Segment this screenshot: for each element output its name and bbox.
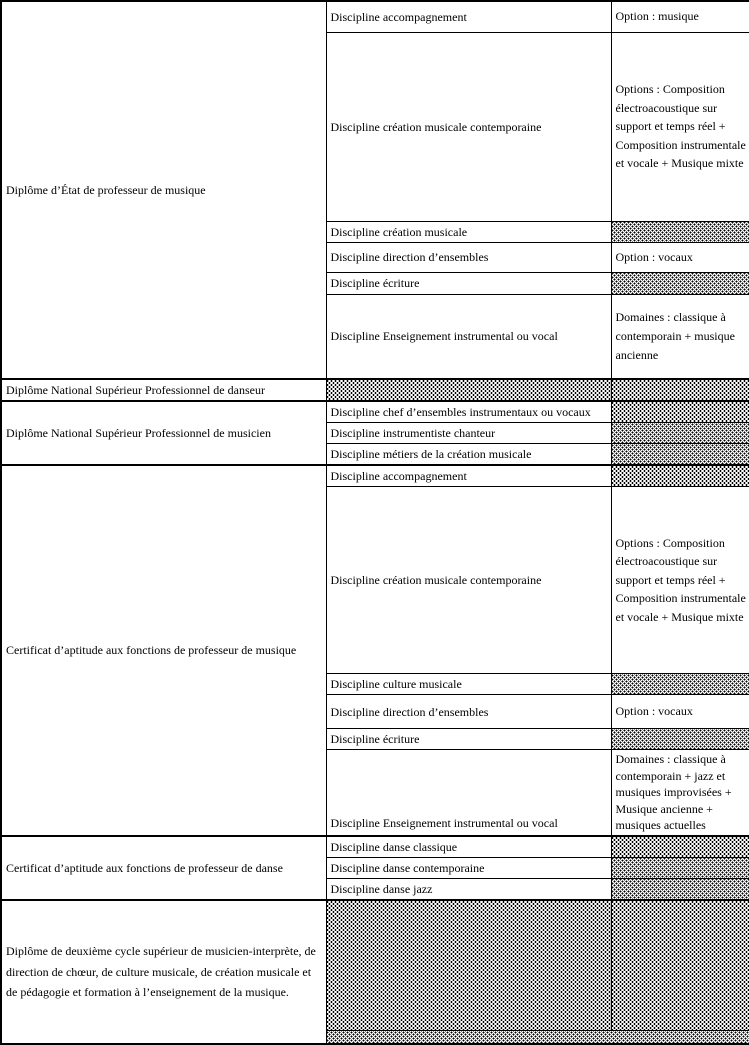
table-row (1, 379, 749, 401)
table-row (1, 836, 749, 858)
diploma-title-cell: Certificat d’aptitude aux fonctions de professeur de danse (1, 836, 326, 900)
discipline-cell: Discipline instrumentiste chanteur (326, 423, 611, 444)
hatched-cell (611, 401, 749, 423)
discipline-cell: Discipline métiers de la création musicale (326, 444, 611, 466)
discipline-cell: Discipline création musicale contemporaine (326, 32, 611, 221)
table-row (1, 401, 749, 423)
discipline-cell: Discipline direction d’ensembles (326, 242, 611, 272)
discipline-cell: Discipline Enseignement instrumental ou vocal (326, 294, 611, 379)
hatched-cell (611, 221, 749, 242)
discipline-cell: Discipline direction d’ensembles (326, 695, 611, 729)
diploma-title-cell: Diplôme de deuxième cycle supérieur de musicien-interprète, de direction de chœur, de culture musicale, de création musicale et de pédagogie et formation à l’enseignement de la musique. (1, 900, 326, 1044)
hatched-cell (611, 272, 749, 294)
hatched-cell (326, 900, 611, 1031)
discipline-cell: Discipline création musicale (326, 221, 611, 242)
hatched-cell (611, 857, 749, 878)
hatched-cell (611, 465, 749, 487)
hatched-cell (326, 1031, 749, 1044)
option-cell: Option : vocaux (611, 242, 749, 272)
option-cell: Option : vocaux (611, 695, 749, 729)
diploma-title-cell: Diplôme National Supérieur Professionnel de danseur (1, 379, 326, 401)
discipline-cell: Discipline création musicale contemporaine (326, 487, 611, 674)
discipline-cell: Discipline accompagnement (326, 465, 611, 487)
discipline-cell: Discipline danse contemporaine (326, 857, 611, 878)
discipline-cell: Discipline écriture (326, 272, 611, 294)
discipline-cell: Discipline accompagnement (326, 1, 611, 32)
table-row (1, 1, 749, 32)
option-cell: Domaines : classique à contemporain + jazz et musiques improvisées + Musique ancienne + musiques actuelles (611, 750, 749, 836)
diploma-title-cell: Certificat d’aptitude aux fonctions de professeur de musique (1, 465, 326, 836)
hatched-cell (611, 900, 749, 1031)
diploma-title-cell: Diplôme d’État de professeur de musique (1, 1, 326, 379)
hatched-cell (611, 836, 749, 858)
discipline-cell: Discipline danse jazz (326, 878, 611, 900)
hatched-cell (611, 878, 749, 900)
discipline-cell: Discipline Enseignement instrumental ou vocal (326, 750, 611, 836)
hatched-cell (611, 423, 749, 444)
option-cell: Option : musique (611, 1, 749, 32)
hatched-cell (326, 379, 611, 401)
hatched-cell (611, 379, 749, 401)
hatched-cell (611, 674, 749, 695)
option-cell: Options : Composition électroacoustique sur support et temps réel + Composition instrumentale et vocale + Musique mixte (611, 487, 749, 674)
diploma-title-cell: Diplôme National Supérieur Professionnel de musicien (1, 401, 326, 465)
hatched-cell (611, 444, 749, 466)
table-row (1, 900, 749, 1031)
hatched-cell (611, 729, 749, 750)
discipline-cell: Discipline culture musicale (326, 674, 611, 695)
option-cell: Domaines : classique à contemporain + musique ancienne (611, 294, 749, 379)
discipline-cell: Discipline chef d’ensembles instrumentaux ou vocaux (326, 401, 611, 423)
discipline-cell: Discipline danse classique (326, 836, 611, 858)
option-cell: Options : Composition électroacoustique sur support et temps réel + Composition instrumentale et vocale + Musique mixte (611, 32, 749, 221)
table-row (1, 465, 749, 487)
discipline-cell: Discipline écriture (326, 729, 611, 750)
